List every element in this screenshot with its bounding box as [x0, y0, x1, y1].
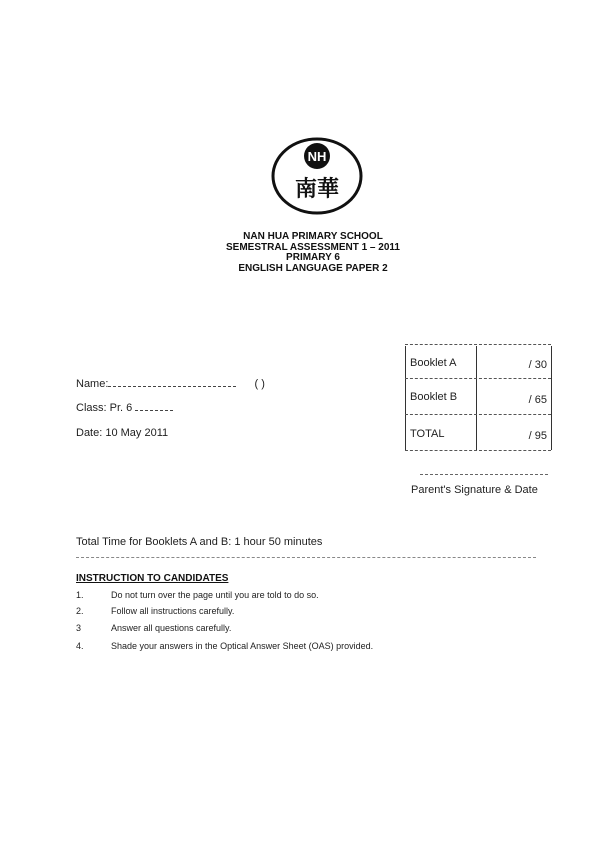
- score-table: [403, 344, 553, 452]
- total-time: Total Time for Booklets A and B: 1 hour 50 minutes: [76, 536, 323, 548]
- date-label: Date: 10 May 2011: [76, 427, 169, 439]
- level: PRIMARY 6: [286, 252, 340, 263]
- name-field[interactable]: [108, 386, 236, 387]
- signature-label: Parent's Signature & Date: [411, 484, 538, 496]
- instruction-number: 2.: [76, 606, 84, 616]
- class-row: [76, 402, 173, 414]
- instructions-title: INSTRUCTION TO CANDIDATES: [76, 573, 229, 584]
- date-row: [76, 427, 168, 439]
- total-label: TOTAL: [410, 428, 445, 440]
- school-logo: [271, 137, 363, 215]
- signature-line[interactable]: [420, 474, 548, 475]
- name-label: Name:: [76, 378, 109, 390]
- index-brackets: ( ): [254, 378, 265, 390]
- instruction-text: Answer all questions carefully.: [111, 623, 232, 633]
- class-field[interactable]: [135, 410, 173, 411]
- instruction-text: Do not turn over the page until you are told to do so.: [111, 590, 319, 600]
- class-label: Class: Pr. 6: [76, 402, 133, 414]
- instruction-text: Shade your answers in the Optical Answer Sheet (OAS) provided.: [111, 641, 374, 651]
- booklet-a-score: / 30: [528, 359, 547, 371]
- instruction-number: 4.: [76, 641, 84, 651]
- instruction-text: Follow all instructions carefully.: [111, 606, 235, 616]
- instruction-number: 3: [76, 623, 82, 633]
- school-name: NAN HUA PRIMARY SCHOOL: [243, 231, 383, 242]
- name-row: [76, 378, 265, 390]
- divider: [76, 557, 536, 558]
- logo-monogram: NH: [307, 149, 327, 164]
- booklet-b-score: / 65: [528, 394, 547, 406]
- booklet-a-label: Booklet A: [410, 357, 457, 369]
- document-header: [0, 232, 600, 274]
- booklet-b-label: Booklet B: [410, 391, 458, 403]
- paper-title: ENGLISH LANGUAGE PAPER 2: [238, 262, 388, 274]
- instruction-number: 1.: [76, 590, 84, 600]
- assessment-title: SEMESTRAL ASSESSMENT 1 – 2011: [226, 241, 400, 253]
- total-score: / 95: [528, 430, 547, 442]
- logo-chinese: 南華: [294, 177, 340, 202]
